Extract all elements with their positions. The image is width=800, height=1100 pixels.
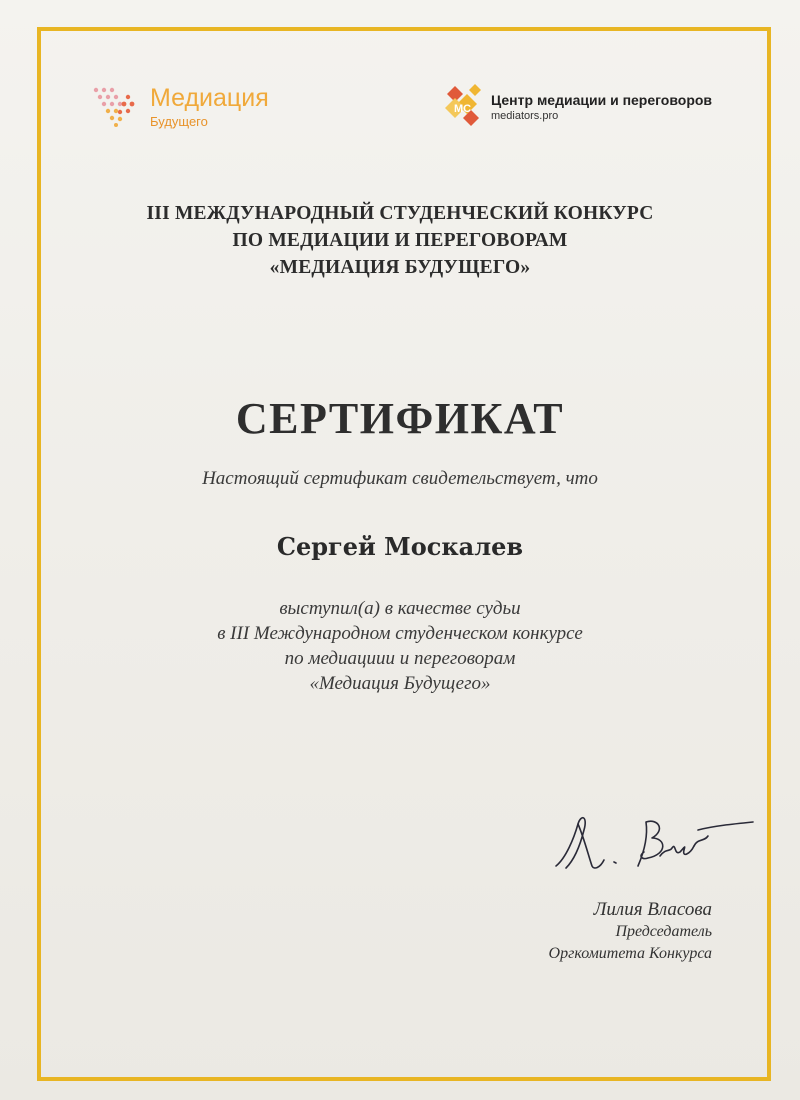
role-description — [0, 596, 800, 696]
contest-line-3: «МЕДИАЦИЯ БУДУЩЕГО» — [269, 257, 531, 278]
certificate-intro: Настоящий сертификат свидетельствует, что — [202, 468, 598, 489]
logo-left-subtitle: Будущего — [150, 114, 208, 129]
logo-mediation-center — [443, 82, 733, 130]
role-line-2: в III Международном студенческом конкурсе — [217, 623, 583, 644]
logo-left-name: Медиация — [150, 84, 269, 112]
signer-position-line-1: Председатель — [615, 923, 712, 940]
puzzle-mc-icon — [443, 82, 487, 126]
certificate-title: СЕРТИФИКАТ — [235, 394, 565, 443]
role-line-1: выступил(а) в качестве судьи — [279, 598, 521, 619]
contest-line-1: III МЕЖДУНАРОДНЫЙ СТУДЕНЧЕСКИЙ КОНКУРС — [146, 203, 654, 224]
svg-text:МС: МС — [454, 103, 472, 115]
logo-right-name: Центр медиации и переговоров — [491, 92, 713, 108]
signer-name: Лилия Власова — [593, 899, 712, 920]
logo-right-subtitle: mediators.pro — [491, 110, 559, 122]
contest-heading — [0, 200, 800, 281]
logo-mediation-future — [92, 82, 302, 130]
role-line-3: по медиациии и переговорам — [284, 648, 516, 669]
contest-line-2: ПО МЕДИАЦИИ И ПЕРЕГОВОРАМ — [232, 230, 568, 251]
role-line-4: «Медиация Будущего» — [309, 673, 491, 694]
dots-arrow-icon — [92, 84, 144, 128]
recipient-name: Сергей Москалев — [276, 532, 524, 561]
handwritten-signature — [548, 808, 758, 878]
signer-position-line-2: Оргкомитета Конкурса — [548, 945, 712, 962]
signer-block — [549, 898, 712, 965]
